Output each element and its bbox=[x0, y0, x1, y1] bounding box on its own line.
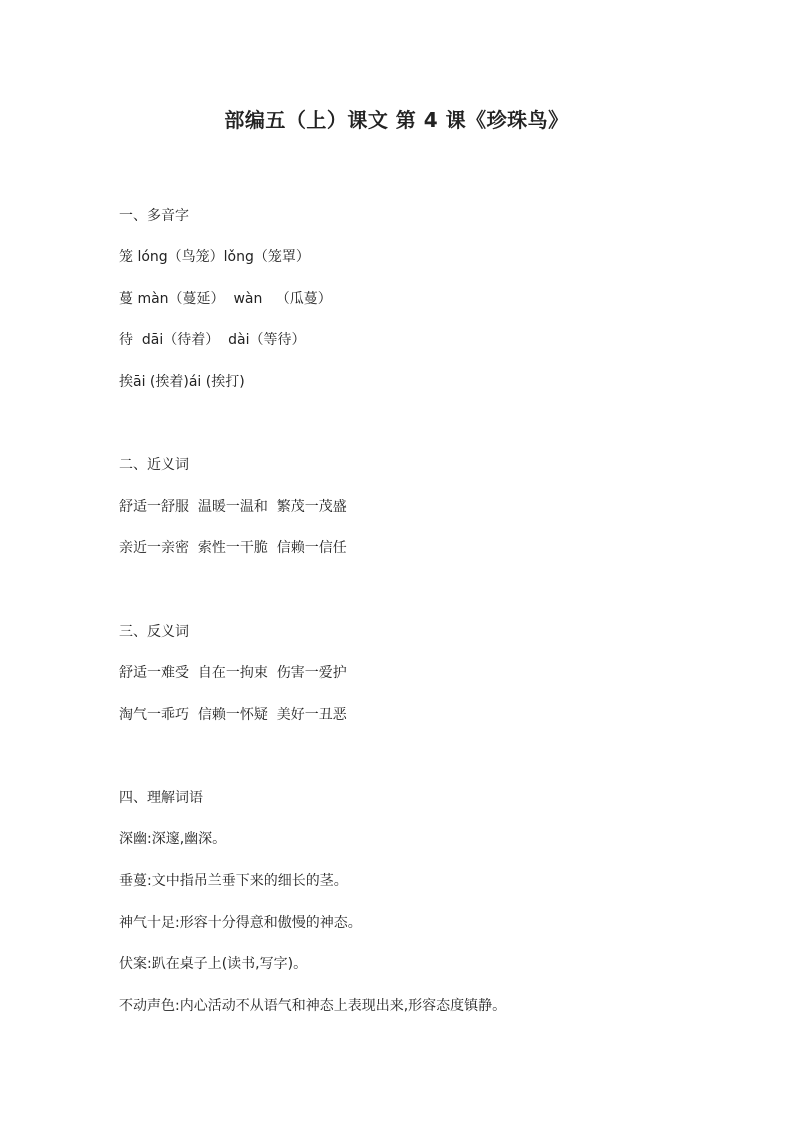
polyphonic-item: 蔓 màn（蔓延） wàn （瓜蔓） bbox=[119, 291, 332, 307]
antonym-line: 淘气一乖巧 信赖一怀疑 美好一丑恶 bbox=[119, 707, 347, 723]
vocabulary-definition: 伏案:趴在桌子上(读书,写字)。 bbox=[119, 956, 308, 972]
vocabulary-definition: 神气十足:形容十分得意和傲慢的神态。 bbox=[119, 915, 362, 931]
section-heading-antonyms: 三、反义词 bbox=[119, 624, 189, 640]
polyphonic-item: 挨āi (挨着)ái (挨打) bbox=[119, 374, 245, 390]
section-heading-polyphonic: 一、多音字 bbox=[119, 208, 189, 224]
synonym-line: 舒适一舒服 温暖一温和 繁茂一茂盛 bbox=[119, 499, 347, 515]
polyphonic-item: 笼 lóng（鸟笼）lǒng（笼罩） bbox=[119, 249, 310, 265]
vocabulary-definition: 垂蔓:文中指吊兰垂下来的细长的茎。 bbox=[119, 873, 348, 889]
antonym-line: 舒适一难受 自在一拘束 伤害一爱护 bbox=[119, 665, 347, 681]
page-title: 部编五（上）课文 第 4 课《珍珠鸟》 bbox=[224, 108, 569, 132]
polyphonic-item: 待 dāi（待着） dài（等待） bbox=[119, 332, 306, 348]
vocabulary-definition: 深幽:深邃,幽深。 bbox=[119, 831, 227, 847]
section-heading-synonyms: 二、近义词 bbox=[119, 457, 189, 473]
section-heading-vocabulary: 四、理解词语 bbox=[119, 790, 203, 806]
synonym-line: 亲近一亲密 索性一干脆 信赖一信任 bbox=[119, 540, 347, 556]
vocabulary-definition: 不动声色:内心活动不从语气和神态上表现出来,形容态度镇静。 bbox=[119, 998, 507, 1014]
